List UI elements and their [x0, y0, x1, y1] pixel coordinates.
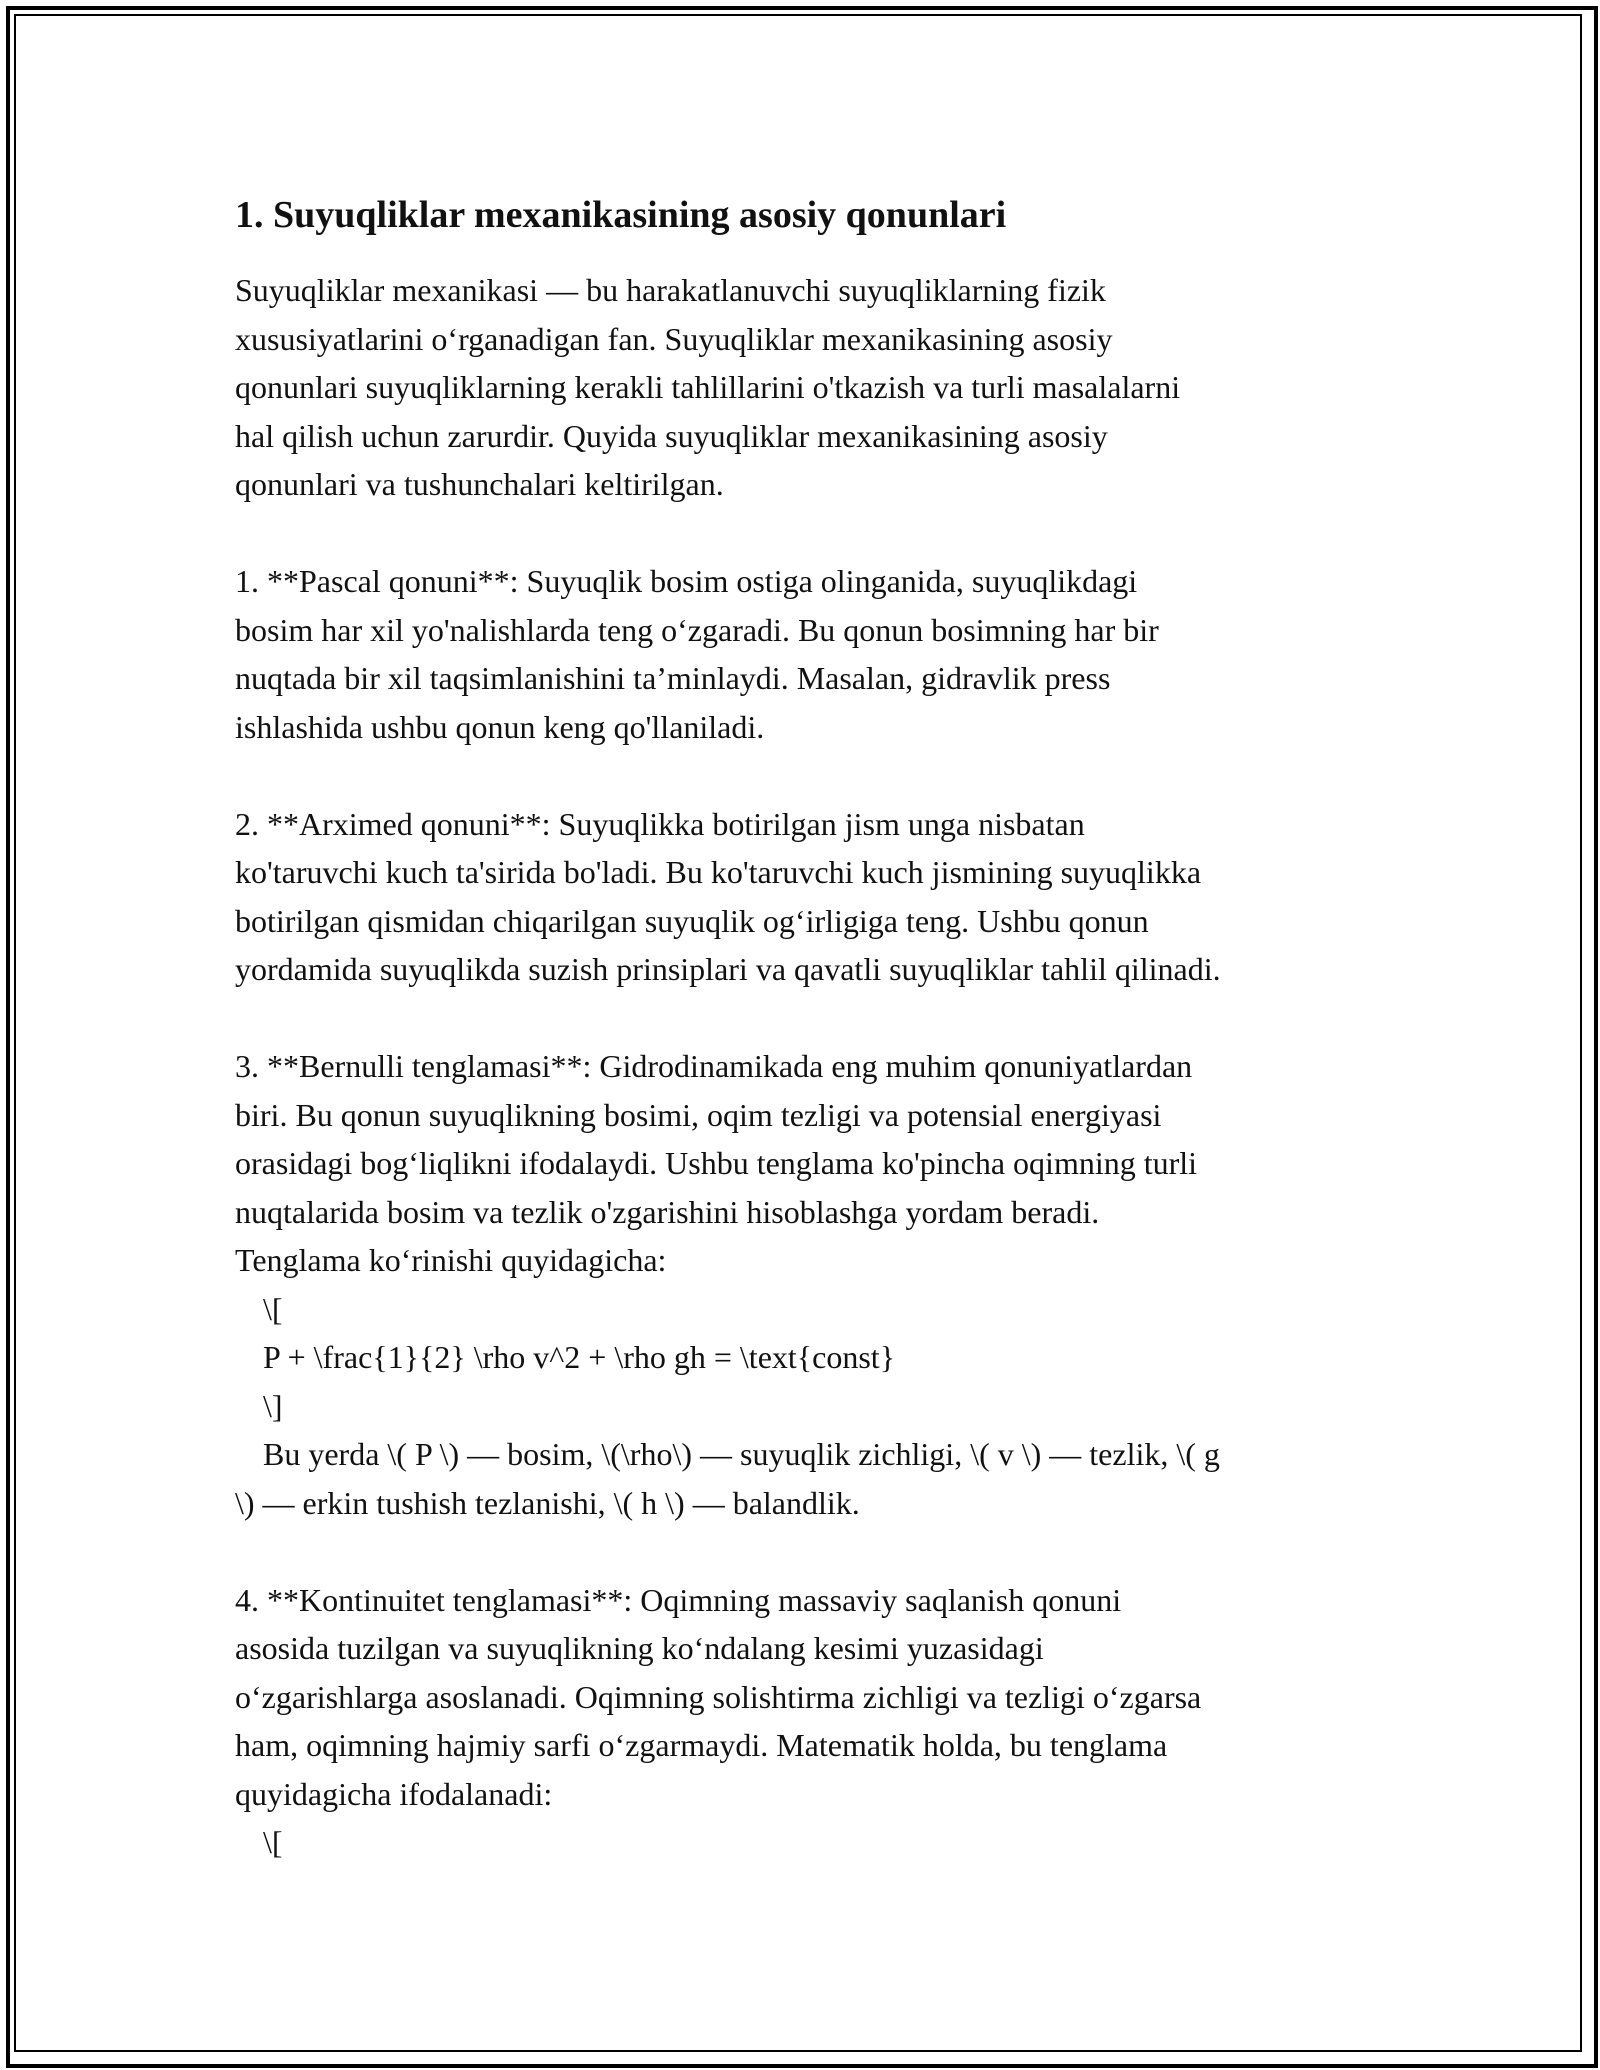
intro-line: qonunlari suyuqliklarning kerakli tahlillarini o'tkazish va turli masalalarni: [235, 369, 1181, 405]
paragraph-gap: [235, 1527, 1375, 1576]
intro-paragraph: [235, 266, 1375, 509]
bernulli-formula: P + \frac{1}{2} \rho v^2 + \rho gh = \text{const}: [263, 1339, 896, 1375]
bernulli-line: 3. **Bernulli tenglamasi**: Gidrodinamikada eng muhim qonuniyatlardan: [235, 1048, 1193, 1084]
pascal-line: nuqtada bir xil taqsimlanishini ta’minlaydi. Masalan, gidravlik press: [235, 660, 1111, 696]
paragraph-gap: [235, 994, 1375, 1043]
section-title: 1. Suyuqliklar mexanikasining asosiy qonunlari: [235, 194, 1007, 236]
pascal-line: ishlashida ushbu qonun keng qo'llaniladi.: [235, 708, 765, 745]
math-close-delimiter: \]: [263, 1387, 283, 1424]
bernulli-line: biri. Bu qonun suyuqlikning bosimi, oqim tezligi va potensial energiyasi: [235, 1096, 1162, 1133]
arximed-line: botirilgan qismidan chiqarilgan suyuqlik og‘irligiga teng. Ushbu qonun: [235, 902, 1149, 939]
bernulli-line: nuqtalarida bosim va tezlik o'zgarishini hisoblashga yordam beradi.: [235, 1193, 1100, 1230]
math-open-delimiter: \[: [263, 1824, 283, 1860]
kontinuitet-equation-paragraph: [235, 1576, 1375, 1867]
document-body: [235, 190, 1375, 1867]
pascal-line: bosim har xil yo'nalishlarda teng o‘zgaradi. Bu qonun bosimning har bir: [235, 611, 1159, 648]
kontinuitet-line: o‘zgarishlarga asoslanadi. Oqimning solishtirma zichligi va tezligi o‘zgarsa: [235, 1678, 1202, 1715]
math-open-delimiter: \[: [263, 1290, 283, 1327]
intro-line: hal qilish uchun zarurdir. Quyida suyuqliklar mexanikasining asosiy: [235, 417, 1108, 454]
bernulli-equation-paragraph: [235, 1042, 1375, 1527]
arximed-law-paragraph: [235, 800, 1375, 994]
bernulli-variables-line: \) — erkin tushish tezlanishi, \( h \) — balandlik.: [235, 1484, 860, 1521]
arximed-line: yordamida suyuqlikda suzish prinsiplari va qavatli suyuqliklar tahlil qilinadi.: [235, 951, 1221, 987]
kontinuitet-line: quyidagicha ifodalanadi:: [235, 1775, 553, 1812]
intro-line: xususiyatlarini o‘rganadigan fan. Suyuqliklar mexanikasining asosiy: [235, 320, 1113, 357]
bernulli-line: Tenglama ko‘rinishi quyidagicha:: [235, 1242, 667, 1278]
pascal-law-paragraph: [235, 557, 1375, 751]
intro-line: qonunlari va tushunchalari keltirilgan.: [235, 466, 724, 502]
paragraph-gap: [235, 509, 1375, 558]
bernulli-line: orasidagi bog‘liqlikni ifodalaydi. Ushbu tenglama ko'pincha oqimning turli: [235, 1145, 1198, 1181]
kontinuitet-line: ham, oqimning hajmiy sarfi o‘zgarmaydi. Matematik holda, bu tenglama: [235, 1727, 1168, 1763]
arximed-line: ko'taruvchi kuch ta'sirida bo'ladi. Bu ko'taruvchi kuch jismining suyuqlikka: [235, 854, 1202, 890]
pascal-line: 1. **Pascal qonuni**: Suyuqlik bosim ostiga olinganida, suyuqlikdagi: [235, 563, 1138, 599]
arximed-line: 2. **Arximed qonuni**: Suyuqlikka botirilgan jism unga nisbatan: [235, 805, 1085, 842]
paragraph-gap: [235, 751, 1375, 800]
kontinuitet-line: 4. **Kontinuitet tenglamasi**: Oqimning massaviy saqlanish qonuni: [235, 1581, 1122, 1618]
bernulli-variables-line: Bu yerda \( P \) — bosim, \(\rho\) — suyuqlik zichligi, \( v \) — tezlik, \( g: [263, 1436, 1220, 1472]
kontinuitet-line: asosida tuzilgan va suyuqlikning ko‘ndalang kesimi yuzasidagi: [235, 1630, 1044, 1666]
intro-line: Suyuqliklar mexanikasi — bu harakatlanuvchi suyuqliklarning fizik: [235, 272, 1106, 308]
